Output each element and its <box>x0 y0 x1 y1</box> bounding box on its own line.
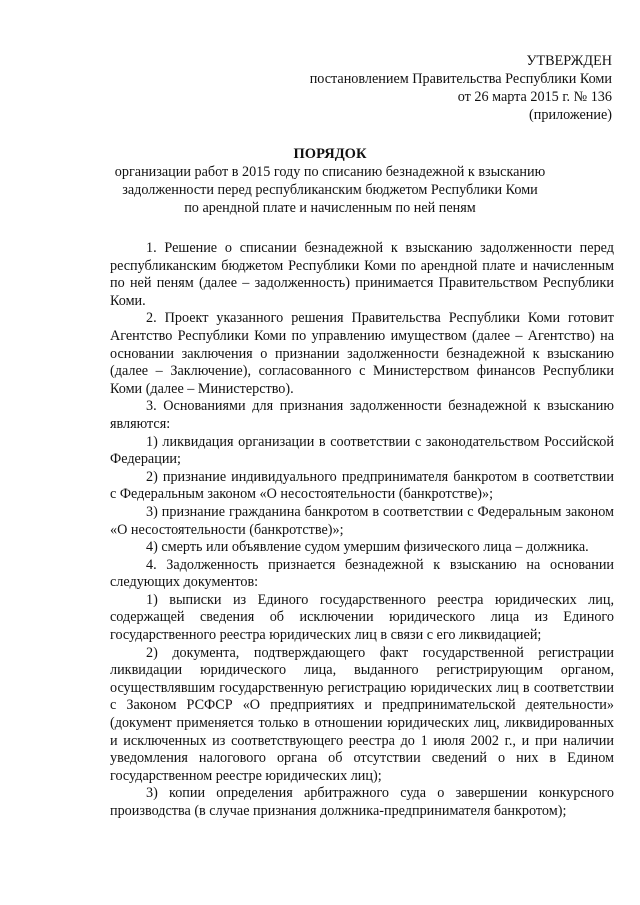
subtitle-line-3: по арендной плате и начисленным по ней пеням <box>184 200 476 216</box>
document-body <box>110 240 614 821</box>
paragraph-3: 3. Основаниями для признания задолженности безнадежной к взысканию являются: <box>110 398 614 432</box>
paragraph-3-item-4: 4) смерть или объявление судом умершим физического лица – должника. <box>146 539 589 556</box>
paragraph-4-item-1: 1) выписки из Единого государственного реестра юридических лиц, содержащей сведения об исключении юридического лица из Единого государственного реестра юридических лиц в связи с его ликвидацией; <box>110 591 614 644</box>
paragraph-3-item-2: 2) признание индивидуального предпринимателя банкротом в соответствии с Федеральным законом «О несостоятельности (банкротстве)»; <box>110 468 614 503</box>
approval-authority: постановлением Правительства Республики Коми <box>309 71 612 87</box>
paragraph-3-item-3: 3) признание гражданина банкротом в соответствии с Федеральным законом «О несостоятельности (банкротстве)»; <box>110 503 614 538</box>
document-title: ПОРЯДОК <box>293 146 367 162</box>
approval-stamp <box>310 52 612 124</box>
paragraph-3-item-1: 1) ликвидация организации в соответствии с законодательством Российской Федерации; <box>110 433 614 468</box>
paragraph-4-item-2: 2) документа, подтверждающего факт государственной регистрации ликвидации юридического лица, выданного регистрирующим органом, осуществлявшим государственную регистрацию юридических лиц в соответствии с Законом РСФСР «О предприятиях и предпринимательской деятельности» (документ применяется только в отношении юридических лиц, ликвидированных и исключенных из соответствующего реестра до 1 июля 2002 г., и при наличии уведомления налогового органа об отсутствии сведений о них в Едином государственном реестре юридических лиц); <box>110 644 614 784</box>
paragraph-2: 2. Проект указанного решения Правительства Республики Коми готовит Агентство Республики Коми по управлению имуществом (далее – Агентство) на основании заключения о признании задолженности безнадежной к взысканию (далее – Заключение), согласованного с Министерством финансов Республики Коми (далее – Министерство). <box>110 310 614 397</box>
approval-annex-note: (приложение) <box>529 107 612 123</box>
paragraph-4: 4. Задолженность признается безнадежной к взысканию на основании следующих документов: <box>110 556 614 591</box>
paragraph-4-item-3: 3) копии определения арбитражного суда о завершении конкурсного производства (в случае признания должника-предпринимателя банкротом); <box>110 785 614 819</box>
paragraph-1: 1. Решение о списании безнадежной к взысканию задолженности перед республиканским бюджетом Республики Коми по арендной плате и начисленным по ней пеням (далее – задолженность) принимается Правительством Республики Коми. <box>110 240 614 309</box>
subtitle-line-2: задолженности перед республиканским бюджетом Республики Коми <box>122 182 538 198</box>
approval-heading: УТВЕРЖДЕН <box>526 53 612 69</box>
approval-date: от 26 марта 2015 г. № 136 <box>457 89 612 105</box>
title-block <box>100 145 560 217</box>
subtitle-line-1: организации работ в 2015 году по списанию безнадежной к взысканию <box>114 164 546 180</box>
